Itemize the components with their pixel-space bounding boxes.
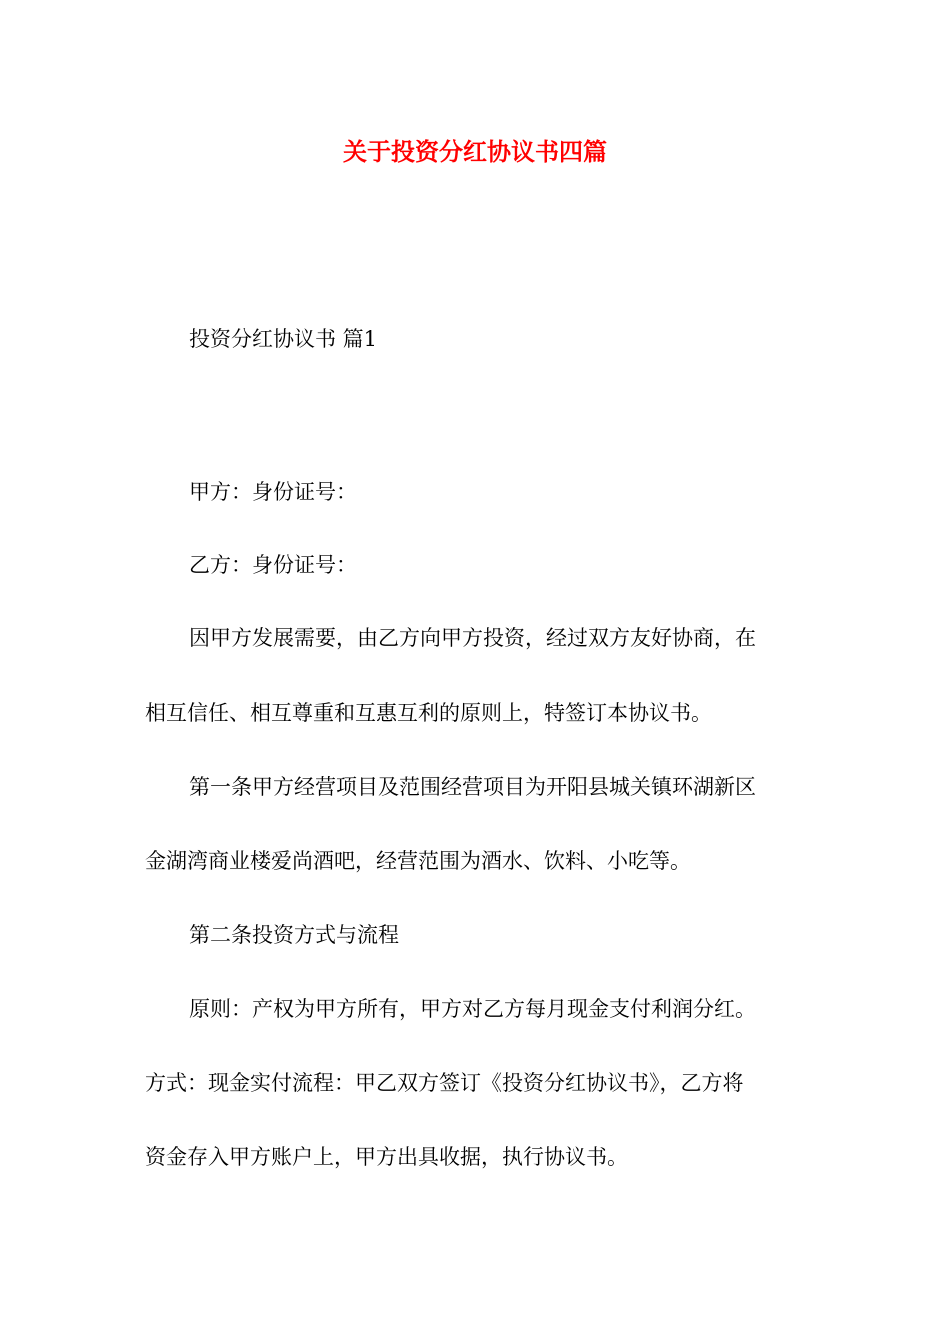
article-1-line: 金湖湾商业楼爱尚酒吧，经营范围为酒水、饮料、小吃等。 (145, 849, 691, 873)
paragraph-line: 相互信任、相互尊重和互惠互利的原则上，特签订本协议书。 (145, 701, 712, 725)
article-2-line: 方式：现金实付流程：甲乙双方签订《投资分红协议书》，乙方将 (145, 1071, 744, 1095)
article-1-line: 第一条甲方经营项目及范围经营项目为开阳县城关镇环湖新区 (189, 775, 756, 799)
party-b-line: 乙方：身份证号： (189, 553, 357, 577)
party-a-line: 甲方：身份证号： (189, 480, 357, 504)
article-2-line: 原则：产权为甲方所有，甲方对乙方每月现金支付利润分红。 (189, 997, 756, 1021)
paragraph-line: 因甲方发展需要，由乙方向甲方投资，经过双方友好协商，在 (189, 626, 756, 650)
article-2-heading: 第二条投资方式与流程 (189, 923, 399, 947)
section-heading: 投资分红协议书 篇1 (189, 327, 378, 351)
document-title: 关于投资分红协议书四篇 (343, 138, 607, 166)
article-2-line: 资金存入甲方账户上，甲方出具收据，执行协议书。 (145, 1145, 628, 1169)
